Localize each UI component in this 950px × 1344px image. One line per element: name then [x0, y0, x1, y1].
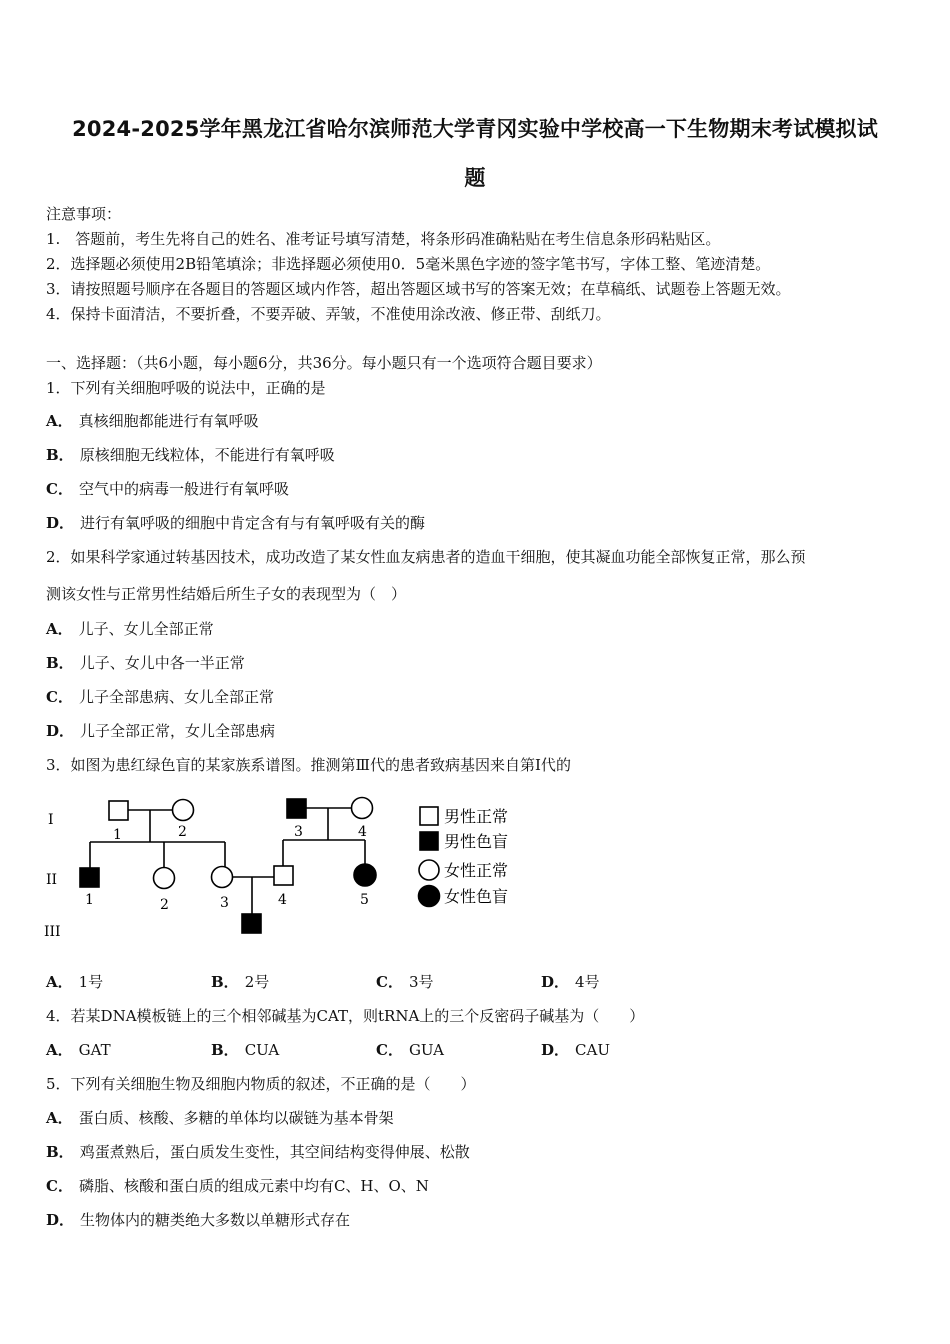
- option-d: D． CAU: [541, 1041, 610, 1059]
- option-d: D． 儿子全部正常，女儿全部患病: [46, 722, 276, 740]
- gen1-number: 3: [294, 824, 303, 840]
- page-title: 2024-2025学年黑龙江省哈尔滨师范大学青冈实验中学校高一下生物期末考试模拟试: [72, 117, 878, 141]
- option-b: B． 鸡蛋煮熟后，蛋白质发生变性，其空间结构变得伸展、松散: [46, 1143, 470, 1161]
- legend-label: 男性色盲: [444, 832, 509, 851]
- legend-male-normal: [420, 807, 438, 825]
- legend-female-normal: [419, 860, 439, 880]
- notice-item: 2．选择题必须使用2B铅笔填涂；非选择题必须使用0．5毫米黑色字迹的签字笔书写，字体工整、笔迹清楚。: [46, 255, 771, 273]
- gen2-female-normal-3: [212, 867, 233, 888]
- gen1-male-normal-1: [109, 801, 128, 820]
- gen2-number: 5: [360, 892, 369, 908]
- gen-label-3: III: [44, 924, 61, 940]
- gen3-male-colorblind: [242, 914, 261, 933]
- option-b: B． CUA: [211, 1041, 280, 1059]
- question-stem: 4．若某DNA模板链上的三个相邻碱基为CAT，则tRNA上的三个反密码子碱基为（ ）: [46, 1007, 645, 1025]
- notice-item: 1. 答题前，考生先将自己的姓名、准考证号填写清楚，将条形码准确粘贴在考生信息条形码粘贴区。: [46, 230, 721, 248]
- question-stem: 5．下列有关细胞生物及细胞内物质的叙述，不正确的是（ ）: [46, 1075, 476, 1093]
- gen1-male-colorblind-3: [287, 799, 306, 818]
- option-c: C． 磷脂、核酸和蛋白质的组成元素中均有C、H、O、N: [46, 1177, 429, 1195]
- option-c: C． 3号: [376, 973, 434, 991]
- pedigree-figure: [40, 790, 540, 950]
- option-b: B． 2号: [211, 973, 270, 991]
- gen2-female-colorblind-5: [354, 864, 376, 886]
- gen-label-1: I: [48, 812, 54, 828]
- option-a: A． 儿子、女儿全部正常: [46, 620, 214, 638]
- gen1-number: 4: [358, 824, 367, 840]
- section-heading: 一、选择题：（共6小题，每小题6分，共36分。每小题只有一个选项符合题目要求）: [46, 354, 602, 372]
- gen2-number: 2: [160, 897, 169, 913]
- legend-label: 男性正常: [444, 807, 509, 826]
- gen2-male-normal-4: [274, 866, 293, 885]
- notice-item: 4．保持卡面清洁，不要折叠，不要弄破、弄皱，不准使用涂改液、修正带、刮纸刀。: [46, 305, 611, 323]
- question-stem: 2．如果科学家通过转基因技术，成功改造了某女性血友病患者的造血干细胞，使其凝血功能全部恢复正常，那么预: [46, 548, 806, 566]
- option-a: A． GAT: [46, 1041, 111, 1059]
- gen2-number: 4: [278, 892, 287, 908]
- option-c: C． 空气中的病毒一般进行有氧呼吸: [46, 480, 289, 498]
- gen2-male-colorblind-1: [80, 868, 99, 887]
- legend-male-colorblind: [420, 832, 438, 850]
- legend-label: 女性正常: [444, 861, 509, 880]
- option-a: A． 蛋白质、核酸、多糖的单体均以碳链为基本骨架: [46, 1109, 394, 1127]
- question-stem-cont: 测该女性与正常男性结婚后所生子女的表现型为（ ）: [46, 585, 407, 603]
- option-c: C． 儿子全部患病、女儿全部正常: [46, 688, 274, 706]
- notice-heading: 注意事项：: [46, 205, 122, 223]
- gen2-number: 3: [220, 895, 229, 911]
- option-b: B． 原核细胞无线粒体，不能进行有氧呼吸: [46, 446, 335, 464]
- option-a: A． 1号: [46, 973, 104, 991]
- option-d: D． 进行有氧呼吸的细胞中肯定含有与有氧呼吸有关的酶: [46, 514, 426, 532]
- option-d: D． 生物体内的糖类绝大多数以单糖形式存在: [46, 1211, 351, 1229]
- gen1-number: 1: [113, 827, 122, 843]
- question-stem: 3．如图为患红绿色盲的某家族系谱图。推测第Ⅲ代的患者致病基因来自第Ⅰ代的: [46, 756, 571, 774]
- gen1-female-normal-2: [173, 800, 194, 821]
- option-d: D． 4号: [541, 973, 600, 991]
- gen1-number: 2: [178, 824, 187, 840]
- option-b: B． 儿子、女儿中各一半正常: [46, 654, 245, 672]
- question-stem: 1．下列有关细胞呼吸的说法中，正确的是: [46, 379, 326, 397]
- gen2-number: 1: [85, 892, 94, 908]
- gen-label-2: II: [46, 872, 58, 888]
- option-c: C． GUA: [376, 1041, 444, 1059]
- gen1-female-normal-4: [352, 798, 373, 819]
- legend-label: 女性色盲: [444, 887, 509, 906]
- option-a: A． 真核细胞都能进行有氧呼吸: [46, 412, 259, 430]
- gen2-female-normal-2: [154, 868, 175, 889]
- legend-female-colorblind: [419, 886, 440, 907]
- page-title-cont: 题: [464, 166, 486, 190]
- notice-item: 3．请按照题号顺序在各题目的答题区域内作答，超出答题区域书写的答案无效；在草稿纸、试题卷上答题无效。: [46, 280, 791, 298]
